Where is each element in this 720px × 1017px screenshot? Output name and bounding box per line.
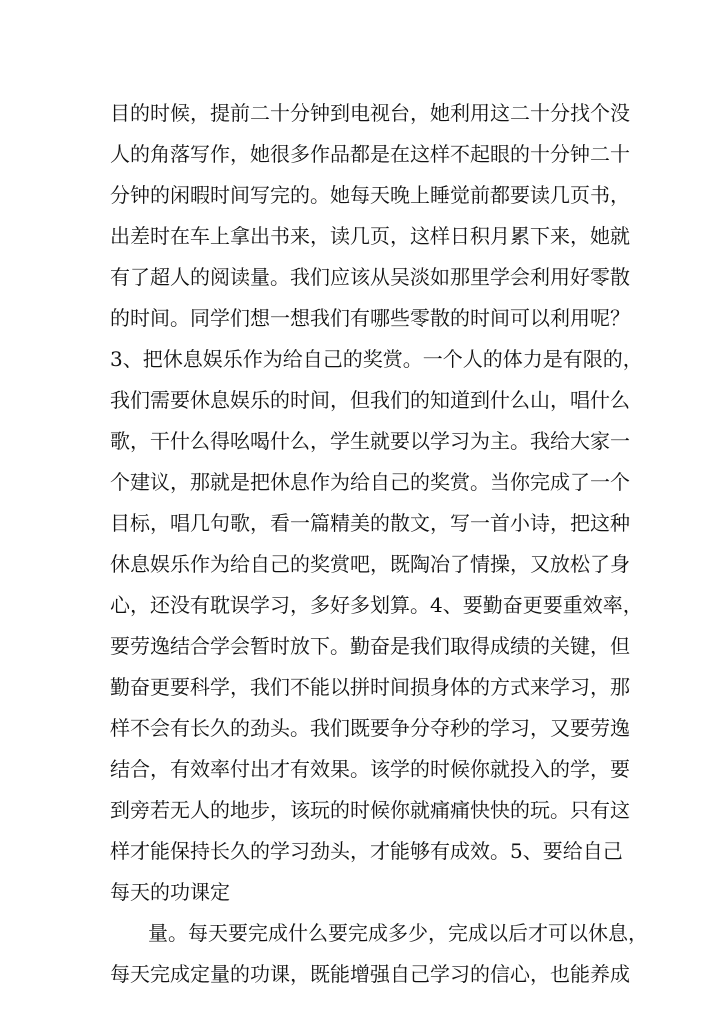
text-line-5: 有了超人的阅读量。我们应该从吴淡如那里学会利用好零散	[110, 265, 630, 289]
text-line-12: 休息娱乐作为给自己的奖赏吧，既陶冶了情操，又放松了身	[110, 552, 630, 576]
text-line-19: 样才能保持长久的学习劲头，才能够有成效。5、要给自己	[110, 839, 623, 863]
text-line-11: 目标，唱几句歌，看一篇精美的散文，写一首小诗，把这种	[110, 511, 630, 535]
text-line-9: 歌，干什么得吆喝什么，学生就要以学习为主。我给大家一	[110, 429, 630, 453]
text-line-6: 的时间。同学们想一想我们有哪些零散的时间可以利用呢？	[110, 306, 630, 330]
text-line-15: 勤奋更要科学，我们不能以拼时间损身体的方式来学习，那	[110, 675, 630, 699]
text-line-14: 要劳逸结合学会暂时放下。勤奋是我们取得成绩的关键，但	[110, 634, 630, 658]
text-line-7: 3、把休息娱乐作为给自己的奖赏。一个人的体力是有限的，	[110, 347, 643, 371]
text-line-10: 个建议，那就是把休息作为给自己的奖赏。当你完成了一个	[110, 470, 630, 494]
text-line-17: 结合，有效率付出才有效果。该学的时候你就投入的学，要	[110, 757, 630, 781]
text-line-20: 每天的功课定	[110, 880, 230, 904]
text-line-22: 每天完成定量的功课，既能增强自己学习的信心，也能养成	[110, 962, 630, 986]
text-line-21: 量。每天要完成什么要完成多少，完成以后才可以休息，	[148, 921, 648, 945]
text-line-3: 分钟的闲暇时间写完的。她每天晚上睡觉前都要读几页书，	[110, 183, 630, 207]
text-line-16: 样不会有长久的劲头。我们既要争分夺秒的学习，又要劳逸	[110, 716, 630, 740]
text-line-13: 心，还没有耽误学习，多好多划算。4、要勤奋更要重效率，	[110, 593, 643, 617]
text-line-18: 到旁若无人的地步，该玩的时候你就痛痛快快的玩。只有这	[110, 798, 630, 822]
text-line-8: 我们需要休息娱乐的时间，但我们的知道到什么山，唱什么	[110, 388, 630, 412]
text-line-4: 出差时在车上拿出书来，读几页，这样日积月累下来，她就	[110, 224, 630, 248]
text-line-2: 人的角落写作，她很多作品都是在这样不起眼的十分钟二十	[110, 142, 630, 166]
text-line-1: 目的时候，提前二十分钟到电视台，她利用这二十分找个没	[110, 101, 630, 125]
